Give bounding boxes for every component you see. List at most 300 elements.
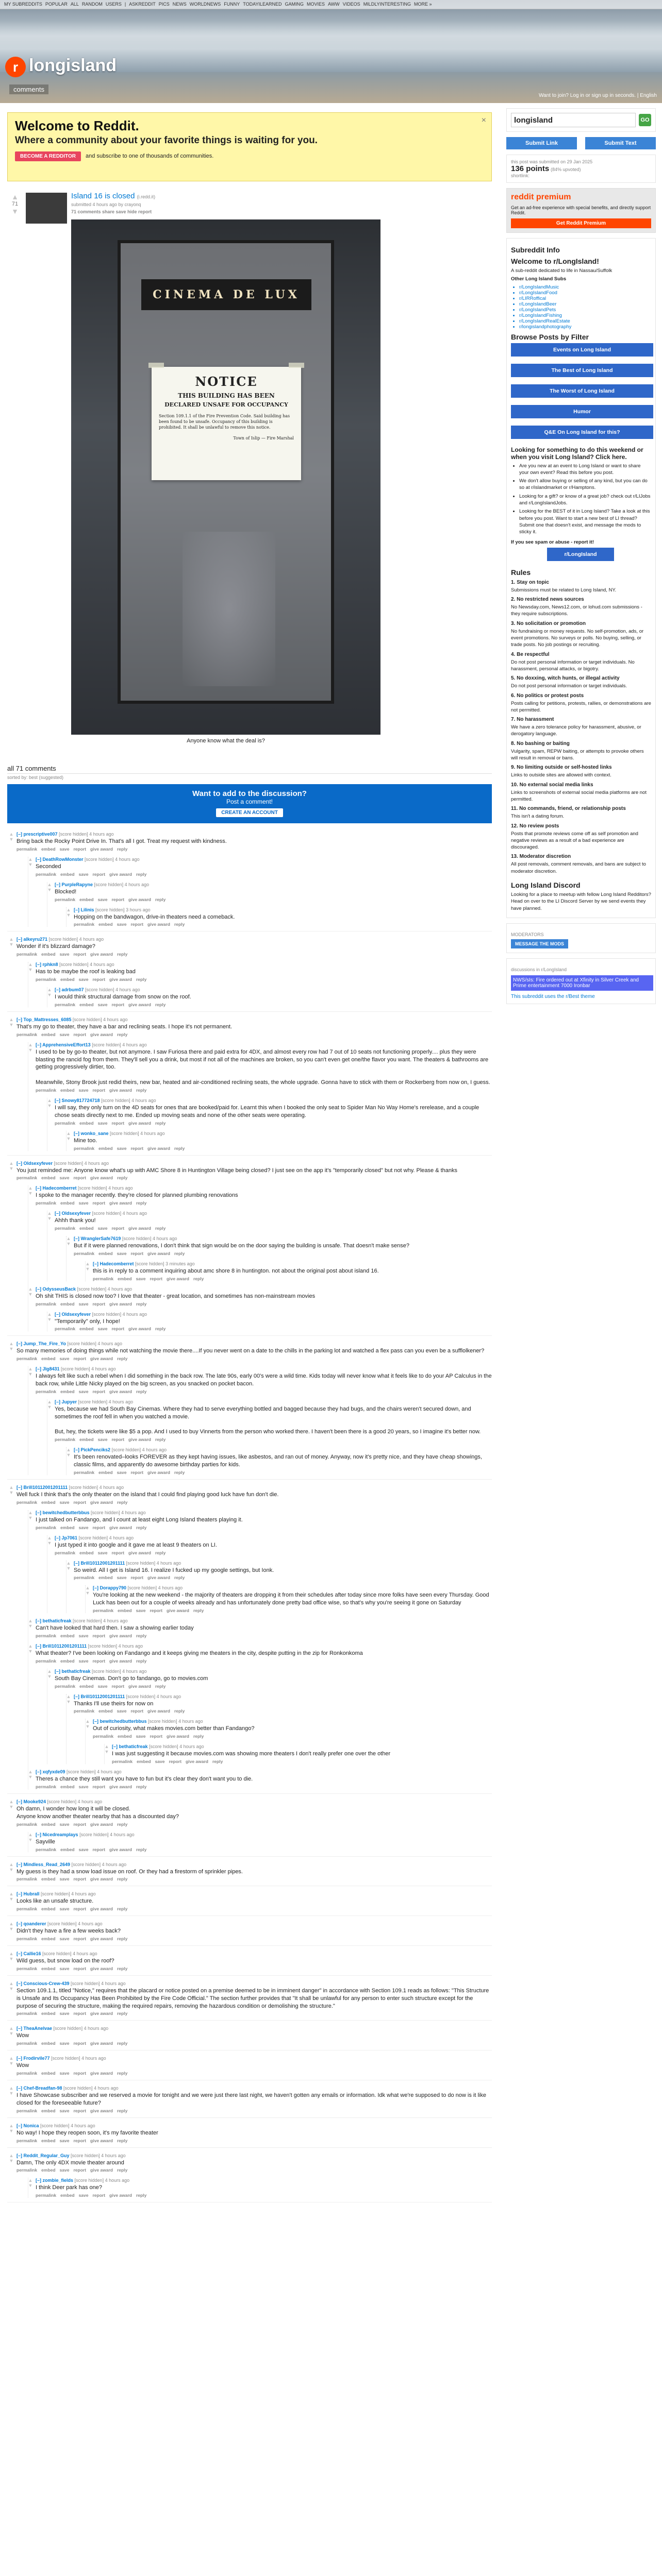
comment-action-give-award[interactable]: give award xyxy=(90,1876,113,1882)
comment-action-reply[interactable]: reply xyxy=(136,1658,147,1664)
comment-action-reply[interactable]: reply xyxy=(117,1821,128,1827)
comment-action-save[interactable]: save xyxy=(59,1175,70,1181)
comment-action-give-award[interactable]: give award xyxy=(147,1470,170,1475)
comment-action-embed[interactable]: embed xyxy=(60,1633,75,1638)
comment-action-reply[interactable]: reply xyxy=(117,2011,128,2016)
comment-action-report[interactable]: report xyxy=(111,1550,125,1555)
rule-heading[interactable]: 7. No harassment xyxy=(511,717,554,723)
comment-action-save[interactable]: save xyxy=(97,1120,108,1126)
rule-heading[interactable]: 2. No restricted news sources xyxy=(511,597,584,603)
comment-action-permalink[interactable]: permalink xyxy=(16,2071,38,2076)
comment-action-embed[interactable]: embed xyxy=(98,1250,113,1256)
comment-action-give-award[interactable]: give award xyxy=(90,2108,113,2113)
comment-action-embed[interactable]: embed xyxy=(79,1002,94,1007)
upvote-icon[interactable]: ▲ xyxy=(85,1719,90,1724)
comment-author[interactable]: [–] Oldsexyfever xyxy=(16,1160,53,1166)
comment-action-permalink[interactable]: permalink xyxy=(36,1846,57,1852)
downvote-icon[interactable]: ▼ xyxy=(28,1648,33,1654)
upvote-icon[interactable]: ▲ xyxy=(28,1832,33,1837)
comment-action-report[interactable]: report xyxy=(130,1470,144,1475)
upvote-icon[interactable]: ▲ xyxy=(9,2153,14,2158)
comment-action-permalink[interactable]: permalink xyxy=(16,2138,38,2143)
comment-action-embed[interactable]: embed xyxy=(41,1821,56,1827)
search-go-button[interactable]: GO xyxy=(639,114,651,126)
comment-action-save[interactable]: save xyxy=(78,1784,89,1789)
comment-action-permalink[interactable]: permalink xyxy=(93,1276,114,1281)
comment-action-report[interactable]: report xyxy=(92,2193,106,2198)
comment-action-give-award[interactable]: give award xyxy=(90,1499,113,1505)
downvote-icon[interactable]: ▼ xyxy=(9,1346,14,1352)
comment-action-give-award[interactable]: give award xyxy=(90,1821,113,1827)
comment-author[interactable]: [–] Jlg8431 xyxy=(36,1366,60,1372)
filter-button[interactable]: The Best of Long Island xyxy=(511,364,653,377)
comment-action-reply[interactable]: reply xyxy=(155,1002,166,1007)
comment-action-save[interactable]: save xyxy=(97,1550,108,1555)
comment-action-reply[interactable]: reply xyxy=(193,1608,204,1614)
comment-action-report[interactable]: report xyxy=(73,2071,87,2076)
downvote-icon[interactable]: ▼ xyxy=(66,1565,71,1571)
comment-action-permalink[interactable]: permalink xyxy=(36,1524,57,1530)
top-nav-item[interactable]: MOVIES xyxy=(306,2,325,7)
comment-action-save[interactable]: save xyxy=(59,2167,70,2173)
downvote-icon[interactable]: ▼ xyxy=(28,861,33,867)
downvote-icon[interactable]: ▼ xyxy=(28,1774,33,1780)
upvote-icon[interactable]: ▲ xyxy=(66,1130,71,1136)
rule-heading[interactable]: 5. No doxxing, witch hunts, or illegal activity xyxy=(511,675,620,682)
create-account-button[interactable]: CREATE AN ACCOUNT xyxy=(216,808,283,817)
comment-action-report[interactable]: report xyxy=(92,1301,106,1307)
rule-heading[interactable]: 12. No review posts xyxy=(511,823,559,829)
comment-action-give-award[interactable]: give award xyxy=(90,1906,113,1912)
comment-action-report[interactable]: report xyxy=(130,1250,144,1256)
comment-action-permalink[interactable]: permalink xyxy=(16,1876,38,1882)
comment-action-reply[interactable]: reply xyxy=(117,1936,128,1942)
filter-button[interactable]: Q&E On Long Island for this? xyxy=(511,426,653,439)
upvote-icon[interactable]: ▲ xyxy=(66,907,71,912)
comment-author[interactable]: [–] xqfyxde09 xyxy=(36,1769,65,1775)
downvote-icon[interactable]: ▼ xyxy=(28,2183,33,2189)
comment-action-give-award[interactable]: give award xyxy=(167,1734,189,1739)
upvote-icon[interactable]: ▲ xyxy=(9,2056,14,2061)
comment-action-reply[interactable]: reply xyxy=(155,1683,166,1689)
comment-action-give-award[interactable]: give award xyxy=(128,896,151,902)
downvote-icon[interactable]: ▼ xyxy=(9,2061,14,2066)
comment-action-report[interactable]: report xyxy=(150,1276,163,1281)
comment-action-reply[interactable]: reply xyxy=(155,1550,166,1555)
comment-action-report[interactable]: report xyxy=(150,1608,163,1614)
comment-action-permalink[interactable]: permalink xyxy=(55,1226,76,1231)
comment-action-save[interactable]: save xyxy=(136,1608,146,1614)
comment-action-save[interactable]: save xyxy=(117,1708,127,1714)
comment-action-save[interactable]: save xyxy=(59,1499,70,1505)
downvote-icon[interactable]: ▼ xyxy=(9,1956,14,1962)
downvote-icon[interactable]: ▼ xyxy=(47,887,52,892)
tab-comments[interactable]: comments xyxy=(9,84,48,94)
upvote-icon[interactable]: ▲ xyxy=(66,1236,71,1242)
comment-action-embed[interactable]: embed xyxy=(60,1301,75,1307)
comment-action-embed[interactable]: embed xyxy=(41,1876,56,1882)
upvote-icon[interactable]: ▲ xyxy=(47,1399,52,1404)
comment-author[interactable]: [–] rphkn8 xyxy=(36,962,58,968)
downvote-icon[interactable]: ▼ xyxy=(9,1926,14,1932)
comment-action-give-award[interactable]: give award xyxy=(109,1388,132,1394)
comment-action-embed[interactable]: embed xyxy=(41,846,56,852)
rule-heading[interactable]: 3. No solicitation or promotion xyxy=(511,620,586,626)
comment-action-reply[interactable]: reply xyxy=(155,896,166,902)
comment-author[interactable]: [–] Jp7061 xyxy=(55,1535,78,1540)
comment-action-reply[interactable]: reply xyxy=(174,1470,185,1475)
comment-action-save[interactable]: save xyxy=(78,1524,89,1530)
comment-action-reply[interactable]: reply xyxy=(117,2108,128,2113)
comment-action-save[interactable]: save xyxy=(97,896,108,902)
comment-action-permalink[interactable]: permalink xyxy=(93,1608,114,1614)
comment-action-report[interactable]: report xyxy=(73,1821,87,1827)
comment-action-permalink[interactable]: permalink xyxy=(36,977,57,982)
comment-action-permalink[interactable]: permalink xyxy=(36,1087,57,1093)
comment-action-reply[interactable]: reply xyxy=(193,1276,204,1281)
downvote-icon[interactable]: ▼ xyxy=(9,1867,14,1872)
downvote-icon[interactable]: ▼ xyxy=(9,942,14,947)
rule-heading[interactable]: 10. No external social media links xyxy=(511,782,593,788)
comment-action-permalink[interactable]: permalink xyxy=(55,1120,76,1126)
comment-author[interactable]: [–] zombie_fields xyxy=(36,2178,74,2183)
other-sub-link[interactable]: • r/LongIslandMusic xyxy=(519,284,651,290)
comment-action-permalink[interactable]: permalink xyxy=(36,1633,57,1638)
rule-heading[interactable]: 4. Be respectful xyxy=(511,651,550,657)
comment-action-report[interactable]: report xyxy=(73,1876,87,1882)
comment-action-give-award[interactable]: give award xyxy=(128,1326,151,1332)
comment-author[interactable]: [–] bethaticfreak xyxy=(55,1668,91,1674)
comment-action-reply[interactable]: reply xyxy=(117,952,128,957)
comment-action-give-award[interactable]: give award xyxy=(128,1120,151,1126)
upvote-icon[interactable]: ▲ xyxy=(85,1261,90,1266)
comment-action-embed[interactable]: embed xyxy=(118,1734,132,1739)
post-domain[interactable]: (i.redd.it) xyxy=(137,194,156,199)
looking-heading[interactable]: Looking for something to do this weekend or when you visit Long Island? Click here. xyxy=(511,446,643,461)
downvote-icon[interactable]: ▼ xyxy=(9,2158,14,2163)
comment-author[interactable]: [–] wonko_sane xyxy=(74,1130,109,1136)
top-nav-item[interactable]: AWW xyxy=(328,2,340,7)
comment-action-permalink[interactable]: permalink xyxy=(36,2193,57,2198)
comment-author[interactable]: [–] Chef-Breadfan-98 xyxy=(16,2086,62,2091)
downvote-icon[interactable]: ▼ xyxy=(9,1490,14,1495)
comment-action-reply[interactable]: reply xyxy=(136,2193,147,2198)
comment-action-embed[interactable]: embed xyxy=(118,1608,132,1614)
comment-action-reply[interactable]: reply xyxy=(174,922,185,927)
comment-action-report[interactable]: report xyxy=(73,1936,87,1942)
comment-author[interactable]: [–] alkeyru271 xyxy=(16,937,48,942)
comment-action-permalink[interactable]: permalink xyxy=(36,1200,57,1206)
discussion-item[interactable]: NWS/sIs: Fire ordered out at Xfinity in Silver Creek and Prime entertainment 7000 Ironbar xyxy=(511,975,653,991)
top-nav-item[interactable]: MORE » xyxy=(414,2,432,7)
comment-action-give-award[interactable]: give award xyxy=(90,2011,113,2016)
upvote-icon[interactable]: ▲ xyxy=(66,1693,71,1699)
downvote-icon[interactable]: ▼ xyxy=(85,1724,90,1730)
comment-action-save[interactable]: save xyxy=(97,1002,108,1007)
upvote-icon[interactable]: ▲ xyxy=(9,2026,14,2031)
comment-action-embed[interactable]: embed xyxy=(118,1276,132,1281)
comment-action-give-award[interactable]: give award xyxy=(147,1708,170,1714)
downvote-icon[interactable]: ▼ xyxy=(47,1103,52,1108)
comment-action-give-award[interactable]: give award xyxy=(147,922,170,927)
comment-action-reply[interactable]: reply xyxy=(117,2138,128,2143)
comment-action-give-award[interactable]: give award xyxy=(128,1683,151,1689)
other-sub-link[interactable]: • r/LongIslandFood xyxy=(519,290,651,296)
comment-action-give-award[interactable]: give award xyxy=(109,1200,132,1206)
upvote-icon[interactable]: ▲ xyxy=(66,1560,71,1566)
comment-action-embed[interactable]: embed xyxy=(98,1575,113,1581)
downvote-icon[interactable]: ▼ xyxy=(28,1047,33,1053)
comment-action-embed[interactable]: embed xyxy=(79,1437,94,1443)
comment-action-reply[interactable]: reply xyxy=(117,2071,128,2076)
comment-action-permalink[interactable]: permalink xyxy=(16,1965,38,1971)
comment-action-report[interactable]: report xyxy=(150,1734,163,1739)
comment-action-give-award[interactable]: give award xyxy=(109,1633,132,1638)
comment-action-permalink[interactable]: permalink xyxy=(16,2011,38,2016)
upvote-icon[interactable]: ▲ xyxy=(28,1286,33,1292)
comment-action-report[interactable]: report xyxy=(73,846,87,852)
top-nav-item[interactable]: VIDEOS xyxy=(342,2,360,7)
rule-heading[interactable]: 8. No bashing or baiting xyxy=(511,740,570,747)
comment-action-save[interactable]: save xyxy=(117,1575,127,1581)
downvote-icon[interactable]: ▼ xyxy=(85,1266,90,1272)
comment-action-give-award[interactable]: give award xyxy=(167,1276,189,1281)
upvote-icon[interactable]: ▲ xyxy=(9,2123,14,2128)
comment-action-give-award[interactable]: give award xyxy=(90,1965,113,1971)
comment-action-save[interactable]: save xyxy=(78,871,89,877)
comment-author[interactable]: [–] Lilinis xyxy=(74,907,94,912)
comment-action-save[interactable]: save xyxy=(97,1226,108,1231)
top-nav-item[interactable]: TODAYILEARNED xyxy=(243,2,282,7)
comment-action-give-award[interactable]: give award xyxy=(128,1437,151,1443)
comment-action-embed[interactable]: embed xyxy=(41,1175,56,1181)
comment-action-permalink[interactable]: permalink xyxy=(36,871,57,877)
comment-action-embed[interactable]: embed xyxy=(98,1708,113,1714)
downvote-icon[interactable]: ▼ xyxy=(47,1216,52,1222)
comment-action-embed[interactable]: embed xyxy=(60,1658,75,1664)
downvote-icon[interactable]: ▼ xyxy=(47,1316,52,1322)
downvote-icon[interactable]: ▼ xyxy=(66,912,71,918)
comment-action-embed[interactable]: embed xyxy=(60,1200,75,1206)
comment-action-reply[interactable]: reply xyxy=(174,1145,185,1151)
top-nav-item[interactable]: RANDOM xyxy=(81,2,103,7)
comment-action-embed[interactable]: embed xyxy=(41,1356,56,1362)
comment-action-reply[interactable]: reply xyxy=(117,1965,128,1971)
comment-action-permalink[interactable]: permalink xyxy=(16,1821,38,1827)
comment-action-report[interactable]: report xyxy=(73,2138,87,2143)
comment-action-reply[interactable]: reply xyxy=(117,1175,128,1181)
comment-author[interactable]: [–] Brill10112001201111 xyxy=(36,1643,87,1649)
filter-button[interactable]: Events on Long Island xyxy=(511,343,653,357)
comment-action-save[interactable]: save xyxy=(59,2071,70,2076)
upvote-icon[interactable]: ▲ xyxy=(47,1097,52,1103)
comment-author[interactable]: [–] Brill10112001201111 xyxy=(16,1485,68,1490)
filter-button[interactable]: Humor xyxy=(511,405,653,418)
downvote-icon[interactable]: ▼ xyxy=(9,1165,14,1171)
comment-author[interactable]: [–] Hadecomberret xyxy=(36,1185,77,1191)
top-nav-item[interactable]: WORLDNEWS xyxy=(189,2,221,7)
comment-action-embed[interactable]: embed xyxy=(60,1846,75,1852)
upvote-icon[interactable]: ▲ xyxy=(47,882,52,887)
comment-action-embed[interactable]: embed xyxy=(60,1388,75,1394)
other-sub-link[interactable]: • r/LongIslandRealEstate xyxy=(519,318,651,324)
comment-action-reply[interactable]: reply xyxy=(136,1301,147,1307)
upvote-icon[interactable]: ▲ xyxy=(9,2086,14,2091)
comment-action-save[interactable]: save xyxy=(117,922,127,927)
comment-action-permalink[interactable]: permalink xyxy=(55,1550,76,1555)
upvote-icon[interactable]: ▲ xyxy=(9,1861,14,1867)
comment-action-report[interactable]: report xyxy=(73,2041,87,2046)
comment-action-report[interactable]: report xyxy=(169,1759,182,1765)
comment-action-permalink[interactable]: permalink xyxy=(16,846,38,852)
comment-author[interactable]: [–] OdysseusBack xyxy=(36,1286,76,1292)
comment-action-embed[interactable]: embed xyxy=(60,1087,75,1093)
upvote-icon[interactable]: ▲ xyxy=(28,1042,33,1047)
comment-action-permalink[interactable]: permalink xyxy=(55,1683,76,1689)
comment-action-give-award[interactable]: give award xyxy=(90,1936,113,1942)
comment-author[interactable]: [–] bethaticfreak xyxy=(36,1618,72,1624)
comment-action-save[interactable]: save xyxy=(59,846,70,852)
comment-action-report[interactable]: report xyxy=(111,1326,125,1332)
comment-action-report[interactable]: report xyxy=(111,1226,125,1231)
downvote-icon[interactable]: ▼ xyxy=(104,1749,109,1755)
filter-button[interactable]: The Worst of Long Island xyxy=(511,384,653,398)
submit-text-button[interactable]: Submit Text xyxy=(585,137,656,149)
comment-action-permalink[interactable]: permalink xyxy=(16,952,38,957)
post-thumbnail[interactable] xyxy=(26,193,67,224)
rule-heading[interactable]: 6. No politics or protest posts xyxy=(511,692,584,699)
upvote-icon[interactable]: ▲ xyxy=(28,962,33,968)
comment-action-save[interactable]: save xyxy=(78,1846,89,1852)
other-sub-link[interactable]: • r/LongIslandPets xyxy=(519,307,651,313)
upvote-icon[interactable]: ▲ xyxy=(47,987,52,993)
comment-action-save[interactable]: save xyxy=(59,2041,70,2046)
search-input[interactable]: longisland xyxy=(511,113,636,127)
top-nav-item[interactable]: PICS xyxy=(158,2,170,7)
comment-action-embed[interactable]: embed xyxy=(79,1326,94,1332)
comment-action-save[interactable]: save xyxy=(117,1250,127,1256)
other-sub-link[interactable]: • r/longislandphotography xyxy=(519,324,651,330)
comment-action-embed[interactable]: embed xyxy=(79,1226,94,1231)
comment-action-permalink[interactable]: permalink xyxy=(36,1301,57,1307)
upvote-icon[interactable]: ▲ xyxy=(47,1311,52,1317)
comment-author[interactable]: [–] WranglerSafe7619 xyxy=(74,1236,121,1242)
comment-author[interactable]: [–] Mindless_Read_2649 xyxy=(16,1861,71,1867)
top-nav-item[interactable]: MILDLYINTERESTING xyxy=(363,2,411,7)
comment-author[interactable]: [–] PickPenciks2 xyxy=(74,1447,111,1453)
comment-action-permalink[interactable]: permalink xyxy=(74,922,95,927)
comment-action-report[interactable]: report xyxy=(111,1002,125,1007)
comment-action-save[interactable]: save xyxy=(59,2138,70,2143)
downvote-icon[interactable]: ▼ xyxy=(28,1291,33,1297)
comment-action-reply[interactable]: reply xyxy=(136,871,147,877)
comment-author[interactable]: [–] bewitchedbutterbbus xyxy=(93,1719,147,1724)
comment-action-reply[interactable]: reply xyxy=(136,1633,147,1638)
comment-action-embed[interactable]: embed xyxy=(41,1906,56,1912)
comment-action-reply[interactable]: reply xyxy=(155,1326,166,1332)
comment-action-permalink[interactable]: permalink xyxy=(16,1356,38,1362)
comment-author[interactable]: [–] PurpleRapyne xyxy=(55,882,93,887)
comment-action-permalink[interactable]: permalink xyxy=(16,1499,38,1505)
top-nav-item[interactable]: NEWS xyxy=(172,2,187,7)
comment-author[interactable]: [–] prescriptive007 xyxy=(16,832,58,837)
comment-action-reply[interactable]: reply xyxy=(174,1250,185,1256)
downvote-icon[interactable]: ▼ xyxy=(66,1452,71,1458)
post-actions[interactable]: 71 comments share save hide report xyxy=(71,209,152,214)
comment-author[interactable]: [–] TheaAnelvae xyxy=(16,2026,53,2031)
comment-author[interactable]: [–] Top_Mattresses_6085 xyxy=(16,1016,72,1022)
upvote-icon[interactable]: ▲ xyxy=(47,1211,52,1216)
other-sub-link[interactable]: • r/LongIslandFishing xyxy=(519,313,651,318)
become-redditor-button[interactable]: BECOME A REDDITOR xyxy=(15,151,81,161)
rule-heading[interactable]: 11. No commands, friend, or relationship posts xyxy=(511,806,626,812)
comment-action-embed[interactable]: embed xyxy=(60,2193,75,2198)
comment-action-save[interactable]: save xyxy=(78,977,89,982)
top-nav-item[interactable]: ALL xyxy=(70,2,79,7)
get-premium-button[interactable]: Get Reddit Premium xyxy=(511,218,651,228)
comment-action-give-award[interactable]: give award xyxy=(90,2071,113,2076)
reddit-logo-icon[interactable]: r xyxy=(5,57,26,77)
comment-action-embed[interactable]: embed xyxy=(41,2011,56,2016)
downvote-icon[interactable]: ▼ xyxy=(47,1404,52,1410)
comment-action-permalink[interactable]: permalink xyxy=(36,1784,57,1789)
header-user-area[interactable]: Want to join? Log in or sign up in seconds. | English xyxy=(538,93,657,98)
downvote-icon[interactable]: ▼ xyxy=(47,1540,52,1546)
comment-action-give-award[interactable]: give award xyxy=(167,1608,189,1614)
comment-author[interactable]: [–] Jump_The_Fire_Yo xyxy=(16,1341,66,1347)
theme-link[interactable]: This subreddit uses the r/Best theme xyxy=(511,993,595,999)
comment-action-report[interactable]: report xyxy=(73,1965,87,1971)
comment-action-report[interactable]: report xyxy=(92,871,106,877)
comment-action-embed[interactable]: embed xyxy=(41,1499,56,1505)
comment-author[interactable]: [–] qoanderer xyxy=(16,1921,46,1927)
comment-action-save[interactable]: save xyxy=(117,1470,127,1475)
comment-action-reply[interactable]: reply xyxy=(136,1524,147,1530)
comment-action-give-award[interactable]: give award xyxy=(109,1087,132,1093)
comment-author[interactable]: [–] Brill10112001201111 xyxy=(74,1560,125,1566)
comment-action-permalink[interactable]: permalink xyxy=(16,1936,38,1942)
comment-action-embed[interactable]: embed xyxy=(79,1683,94,1689)
upvote-icon[interactable]: ▲ xyxy=(28,1769,33,1775)
comment-action-report[interactable]: report xyxy=(73,2167,87,2173)
other-sub-link[interactable]: • r/LIRRoffical xyxy=(519,296,651,301)
comment-action-permalink[interactable]: permalink xyxy=(16,2041,38,2046)
comment-action-report[interactable]: report xyxy=(73,1175,87,1181)
comment-action-give-award[interactable]: give award xyxy=(128,1226,151,1231)
upvote-icon[interactable]: ▲ xyxy=(28,1366,33,1372)
comment-author[interactable]: [–] bethaticfreak xyxy=(112,1744,148,1750)
comment-action-permalink[interactable]: permalink xyxy=(74,1250,95,1256)
downvote-icon[interactable]: ▼ xyxy=(9,2091,14,2096)
downvote-icon[interactable]: ▼ xyxy=(66,1699,71,1704)
upvote-icon[interactable]: ▲ xyxy=(11,193,19,201)
downvote-icon[interactable]: ▼ xyxy=(28,1191,33,1196)
downvote-icon[interactable]: ▼ xyxy=(66,1241,71,1247)
upvote-icon[interactable]: ▲ xyxy=(28,1185,33,1191)
comment-action-embed[interactable]: embed xyxy=(41,1031,56,1037)
comment-author[interactable]: [–] ApprehensiveEffort13 xyxy=(36,1042,91,1047)
top-nav-item[interactable]: FUNNY xyxy=(224,2,240,7)
comment-action-save[interactable]: save xyxy=(136,1276,146,1281)
comment-action-embed[interactable]: embed xyxy=(98,922,113,927)
comment-author[interactable]: [–] Dorappy790 xyxy=(93,1585,127,1591)
comment-action-give-award[interactable]: give award xyxy=(90,2167,113,2173)
upvote-icon[interactable]: ▲ xyxy=(9,1485,14,1490)
comment-action-embed[interactable]: embed xyxy=(79,1550,94,1555)
comment-action-reply[interactable]: reply xyxy=(117,846,128,852)
rule-heading[interactable]: 9. No limiting outside or self-hosted links xyxy=(511,765,612,771)
chat-button[interactable]: r/LongIsland xyxy=(547,548,614,561)
